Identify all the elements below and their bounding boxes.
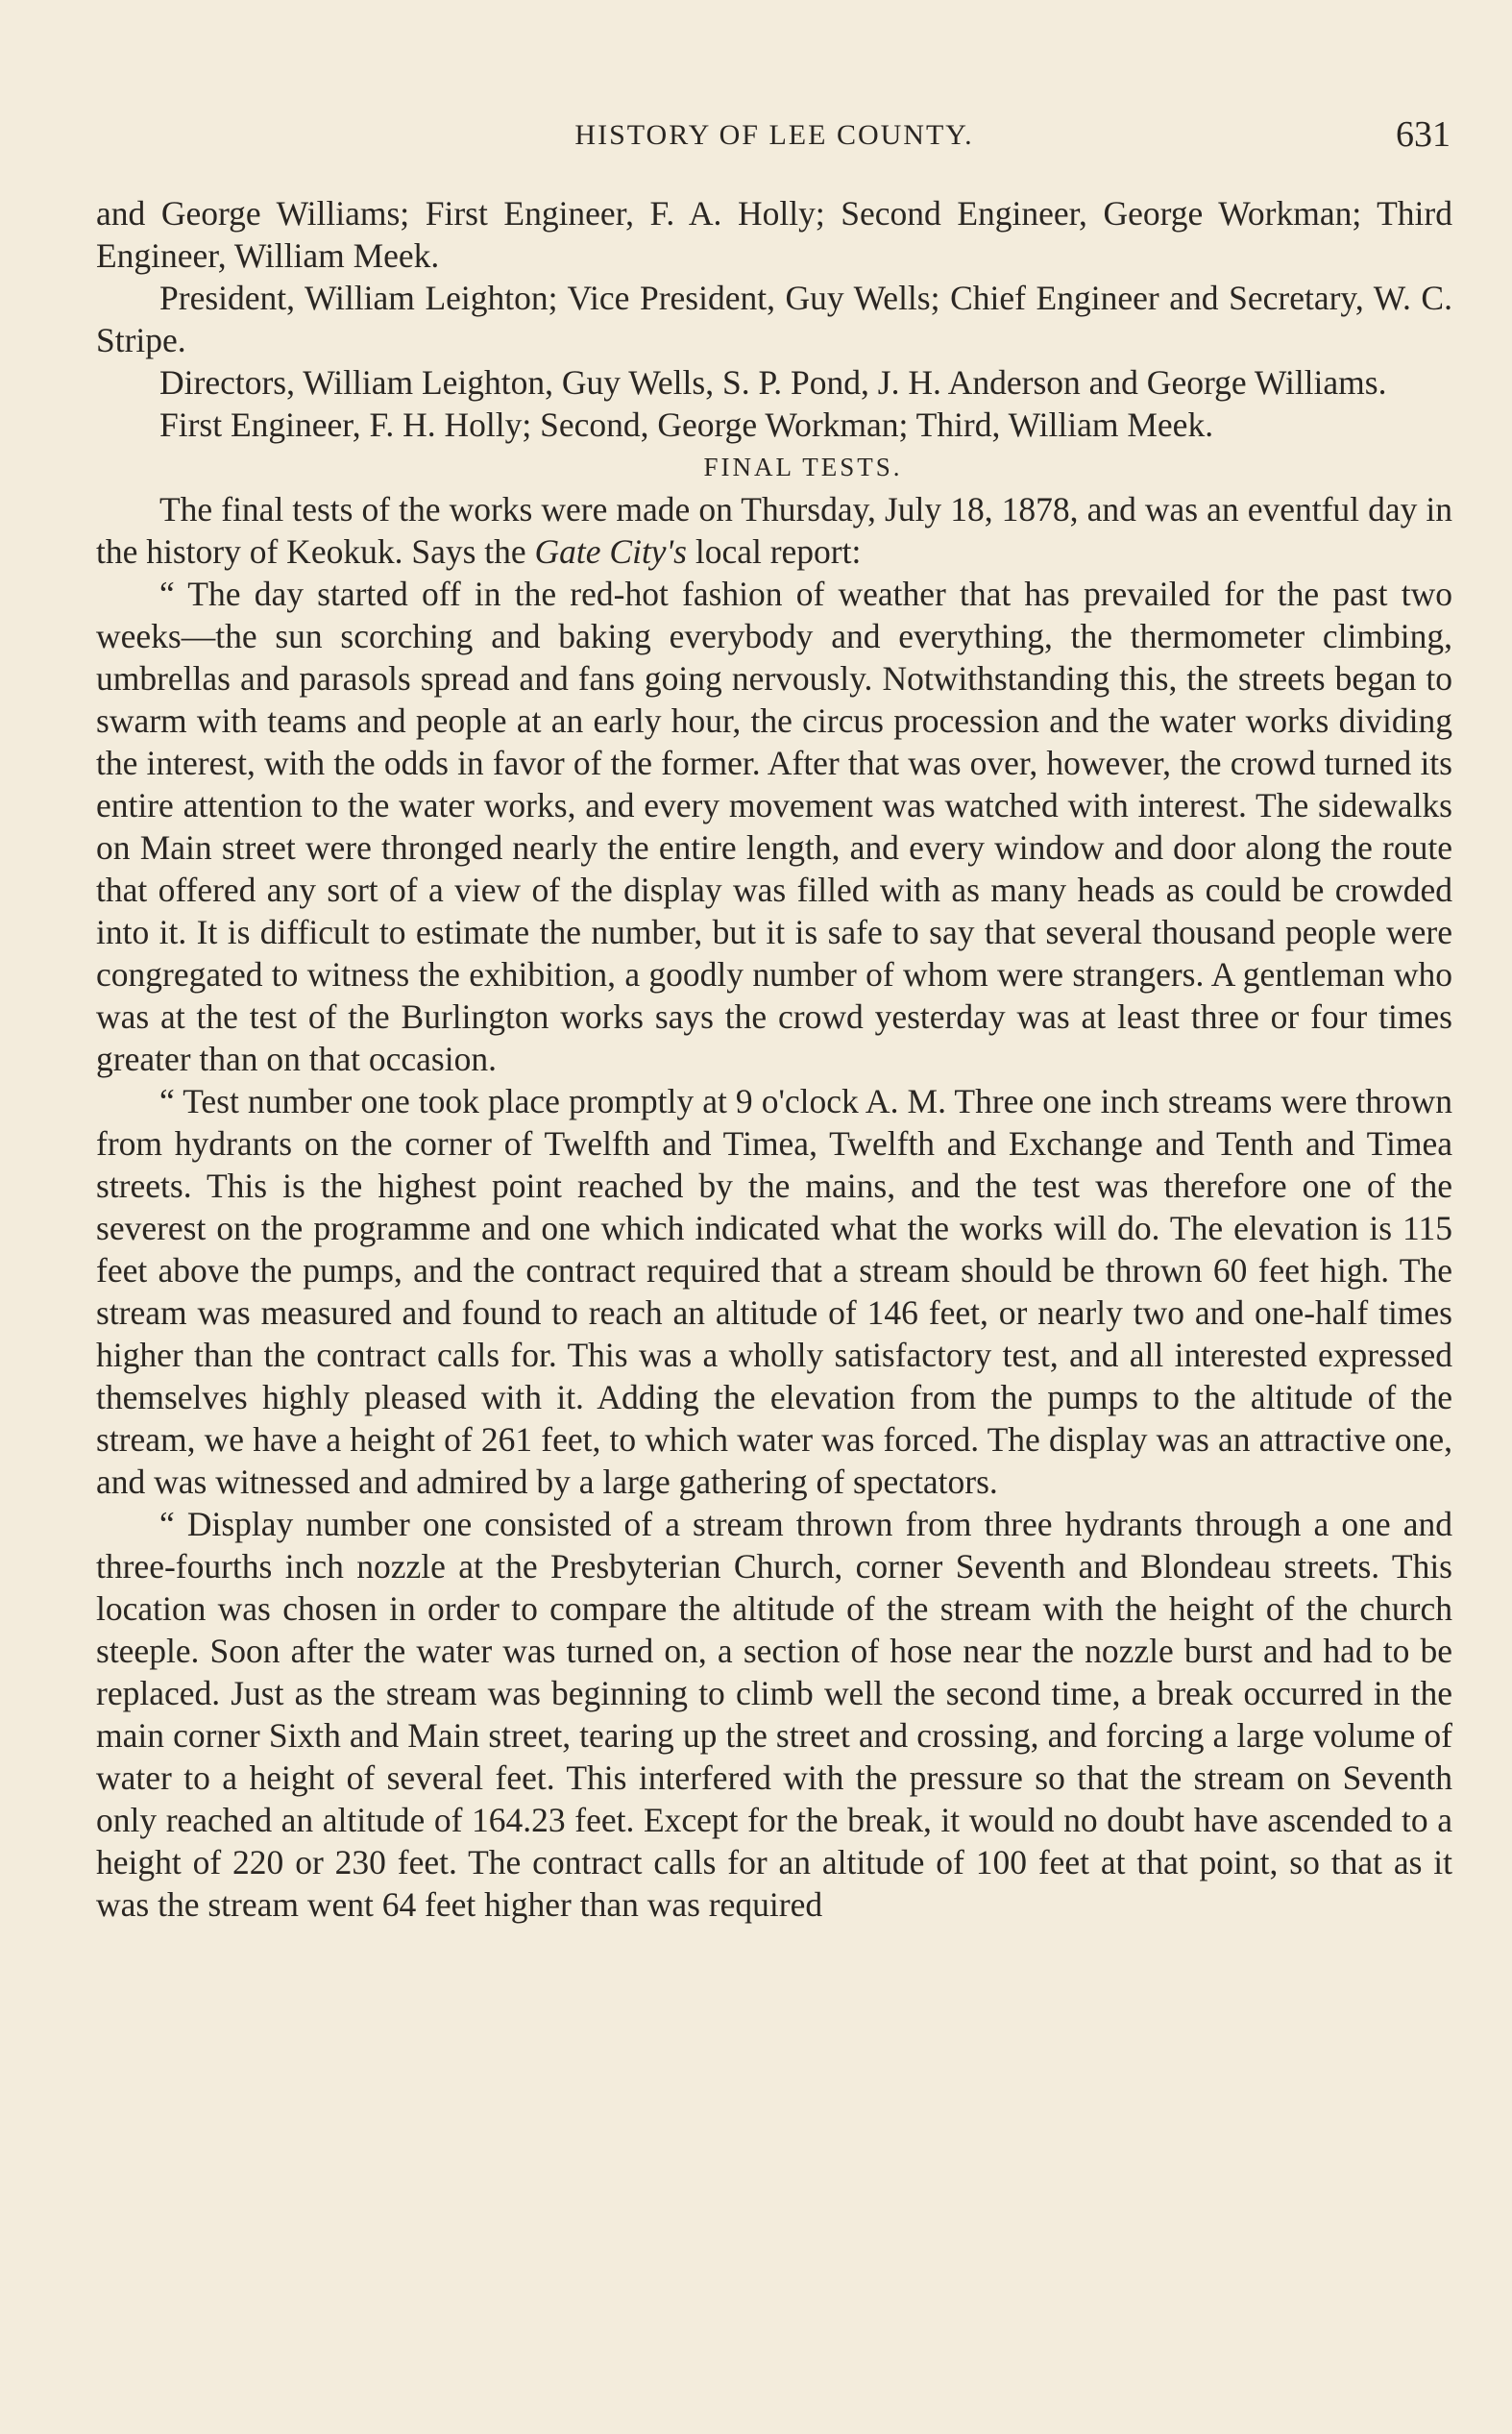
paragraph-display-one: “ Display number one consisted of a stream thrown from three hydrants through a one and three-fourths inch nozzle at the Presbyterian Church, corner Seventh and Blondeau streets. This location was chosen in order to compare the altitude of the stream with the height of the church steeple. Soon after the water was turned on, a section of hose near the nozzle burst and had to be replaced. Just as the stream was beginning to climb well the second time, a break occurred in the main corner Sixth and Main street, tearing up the street and crossing, and forcing a large volume of water to a height of several feet. This interfered with the pressure so that the stream on Seventh only reached an altitude of 164.23 feet. Except for the break, it would no doubt have ascended to a height of 220 or 230 feet. The contract calls for an altitude of 100 feet at that point, so that as it was the stream went 64 feet higher than was required bbox=[96, 1505, 1452, 1924]
paragraph-directors: Directors, William Leighton, Guy Wells, S. P. Pond, J. H. Anderson and George Williams. bbox=[159, 363, 1387, 402]
paragraph-engineers: First Engineer, F. H. Holly; Second, George Workman; Third, William Meek. bbox=[159, 406, 1214, 444]
running-head bbox=[96, 114, 1452, 167]
running-title: HISTORY OF LEE COUNTY. bbox=[574, 119, 974, 151]
paragraph-final-tests bbox=[96, 488, 1452, 573]
newspaper-name: Gate City's bbox=[534, 532, 687, 571]
paragraph-president: President, William Leighton; Vice President, Guy Wells; Chief Engineer and Secretary, W. C. Stripe. bbox=[96, 279, 1452, 359]
final-tests-text-a: The final tests of the works were made on Thursday, July 18, 1878, and was an eventful day in the history of Keokuk. Says the bbox=[96, 490, 1452, 571]
paragraph-day-description: “ The day started off in the red-hot fashion of weather that has prevailed for the past two weeks—the sun scorching and baking everybody and everything, the thermometer climbing, umbrellas and parasols spread and fans going nervously. Notwithstanding this, the streets began to swarm with teams and people at an early hour, the circus procession and the water works dividing the interest, with the odds in favor of the former. After that was over, however, the crowd turned its entire attention to the water works, and every movement was watched with interest. The sidewalks on Main street were thronged nearly the entire length, and every window and door along the route that offered any sort of a view of the display was filled with as many heads as could be crowded into it. It is difficult to estimate the number, but it is safe to say that several thousand people were congregated to witness the exhibition, a goodly number of whom were strangers. A gentleman who was at the test of the Burlington works says the crowd yesterday was at least three or four times greater than on that occasion. bbox=[96, 575, 1452, 1078]
page-number: 631 bbox=[1396, 114, 1451, 155]
section-heading: FINAL TESTS. bbox=[703, 453, 903, 481]
body-text bbox=[96, 192, 1452, 1926]
final-tests-text-b: local report: bbox=[686, 532, 862, 571]
paragraph-officers-continued: and George Williams; First Engineer, F. A. Holly; Second Engineer, George Workman; Third Engineer, William Meek. bbox=[96, 194, 1452, 275]
paragraph-test-one: “ Test number one took place promptly at 9 o'clock A. M. Three one inch streams were thrown from hydrants on the corner of Twelfth and Timea, Twelfth and Exchange and Tenth and Timea streets. This is the highest point reached by the mains, and the test was therefore one of the severest on the programme and one which indicated what the works will do. The elevation is 115 feet above the pumps, and the contract required that a stream should be thrown 60 feet high. The stream was measured and found to reach an altitude of 146 feet, or nearly two and one-half times higher than the contract calls for. This was a wholly satisfactory test, and all interested expressed themselves highly pleased with it. Adding the elevation from the pumps to the altitude of the stream, we have a height of 261 feet, to which water was forced. The display was an attractive one, and was witnessed and admired by a large gathering of spectators. bbox=[96, 1082, 1452, 1501]
